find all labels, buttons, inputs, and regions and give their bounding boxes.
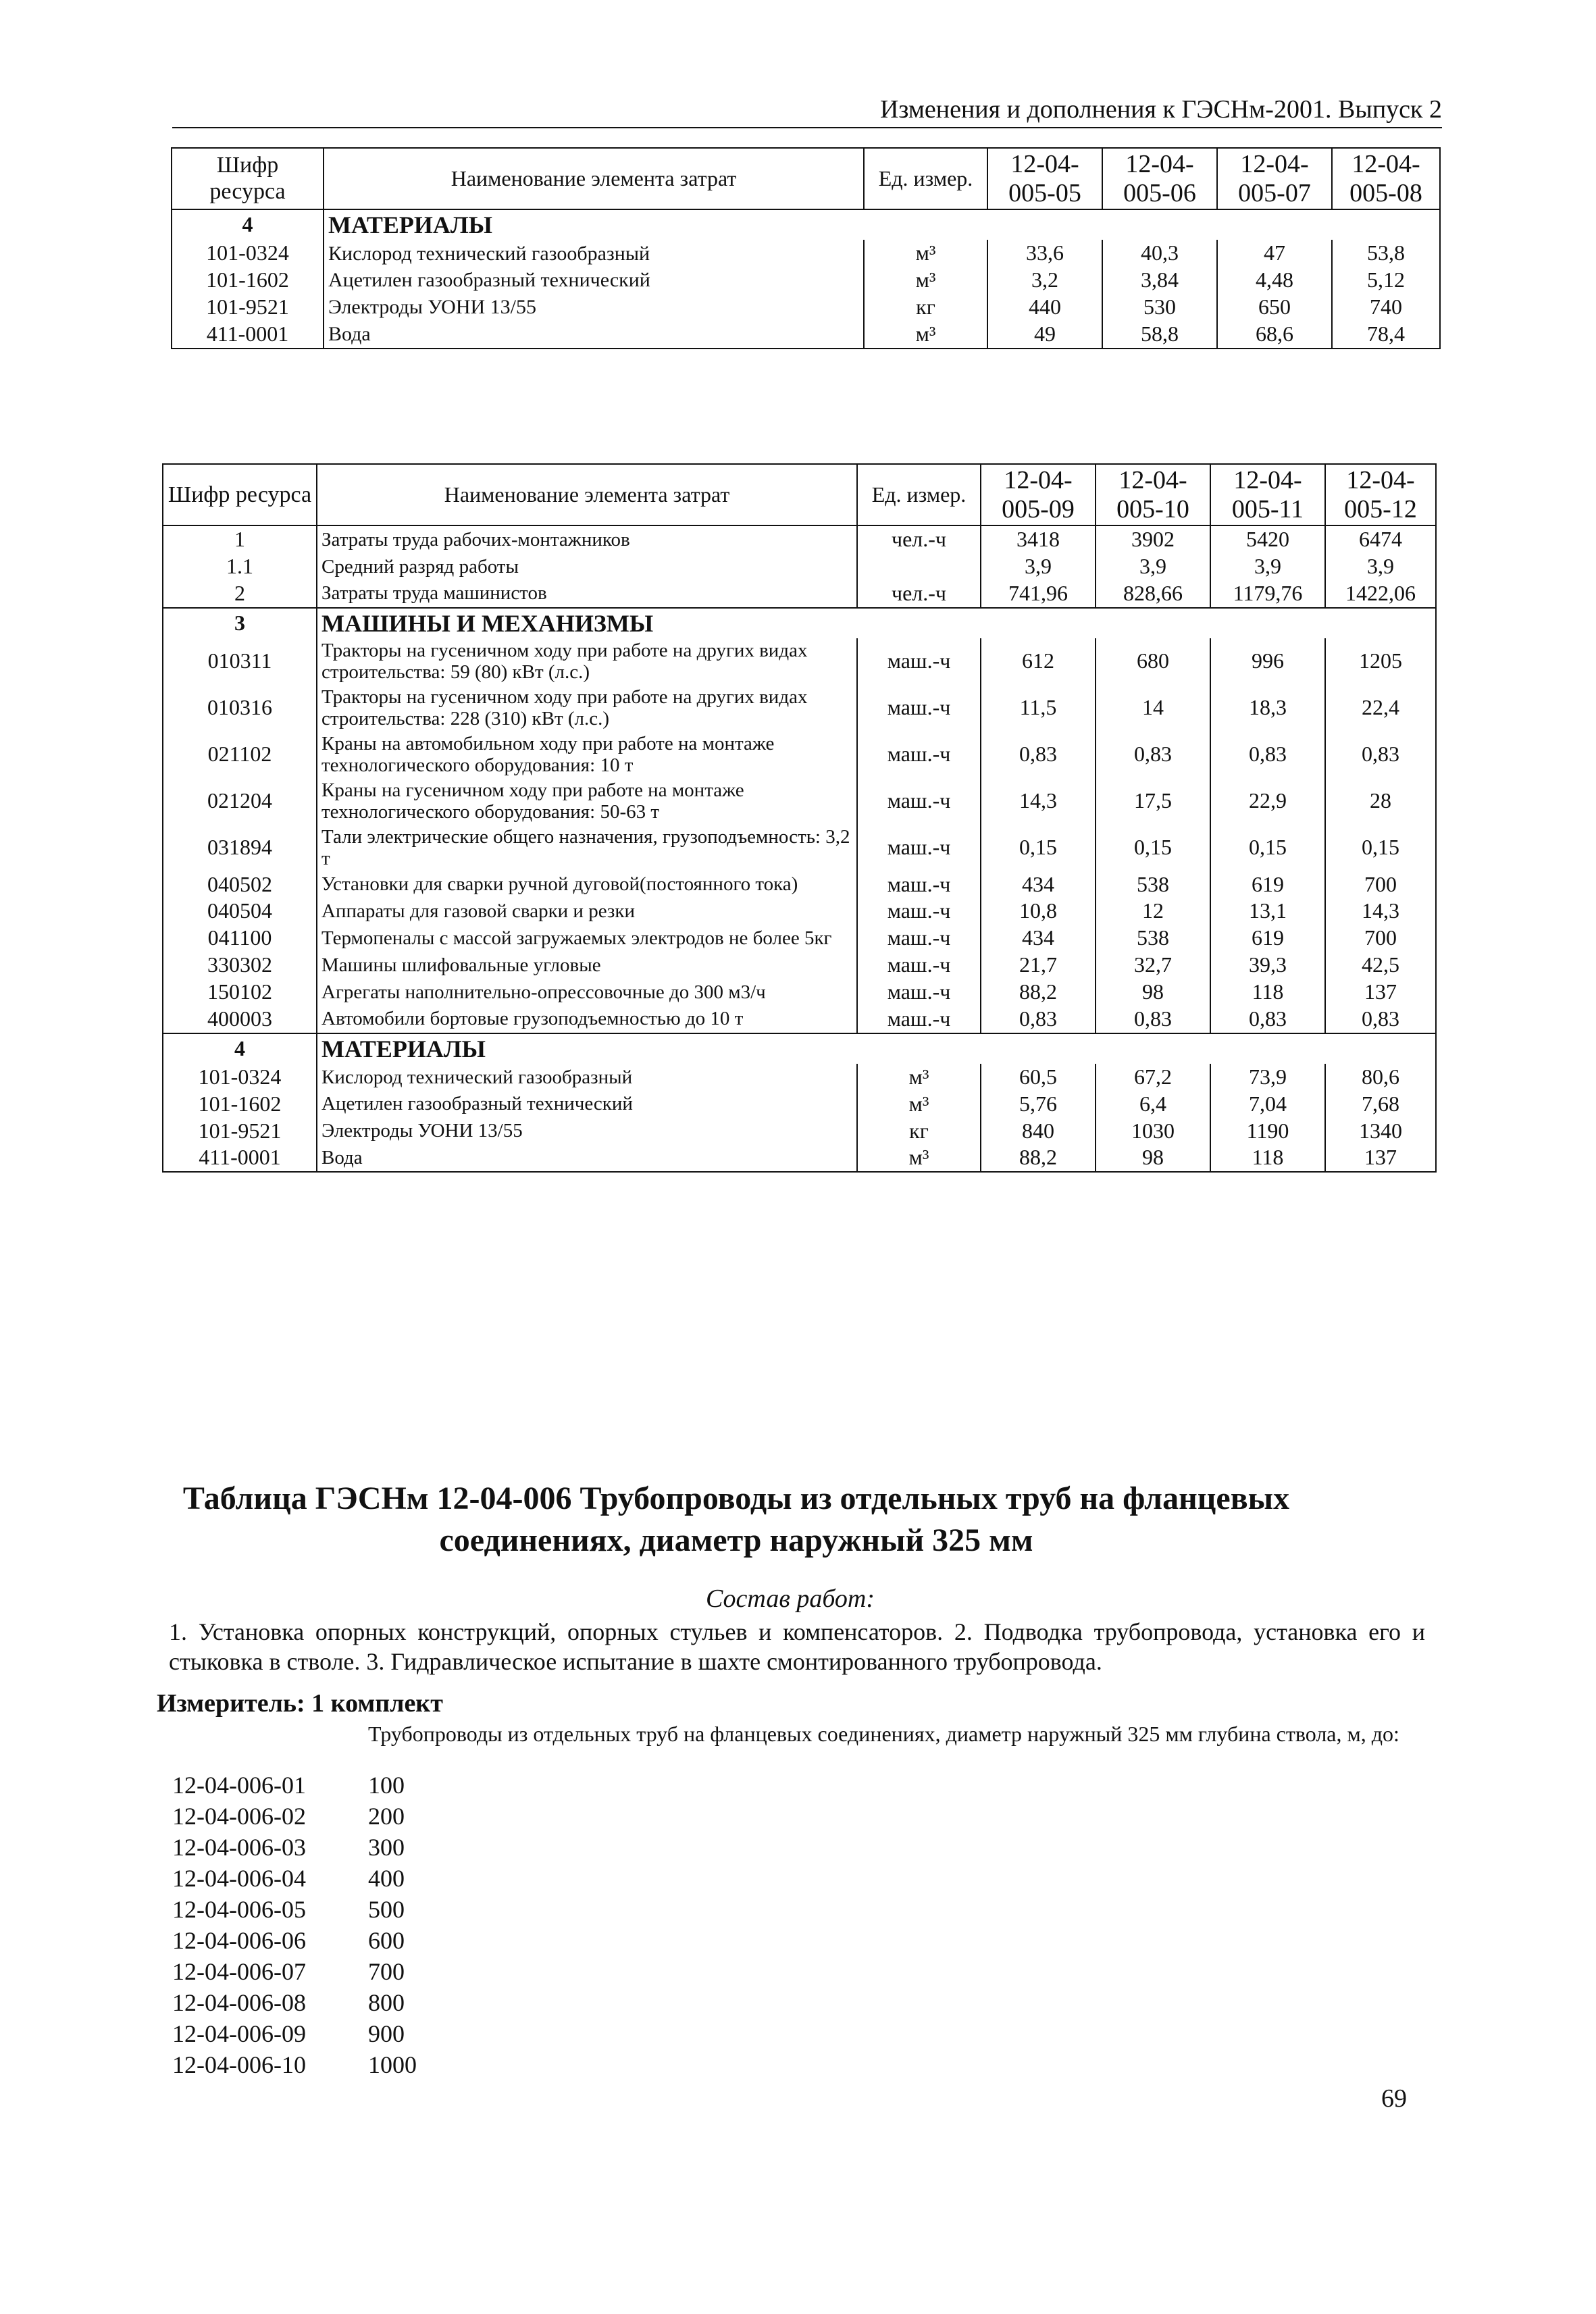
value-cell: 840 <box>981 1118 1096 1145</box>
value-cell: 0,83 <box>981 1006 1096 1033</box>
table-body <box>172 209 1440 349</box>
value-cell: 12 <box>1096 898 1210 925</box>
variant-depth: 400 <box>368 1865 405 1892</box>
table-title-line: соединениях, диаметр наружный 325 мм <box>439 1522 1033 1559</box>
unit-cell: маш.-ч <box>857 638 981 685</box>
resource-code: 2 <box>163 580 317 608</box>
resource-name: Вода <box>317 1144 857 1172</box>
value-cell: 0,83 <box>1210 1006 1325 1033</box>
value-cell: 88,2 <box>981 1144 1096 1172</box>
value-cell: 80,6 <box>1325 1064 1436 1091</box>
resource-name: Термопеналы с массой загружаемых электродов не более 5кг <box>317 925 857 952</box>
value-cell: 619 <box>1210 925 1325 952</box>
value-cell: 22,9 <box>1210 778 1325 825</box>
unit-cell <box>857 553 981 580</box>
table-row <box>172 294 1440 321</box>
value-cell: 1030 <box>1096 1118 1210 1145</box>
resource-name: Ацетилен газообразный технический <box>324 267 864 294</box>
value-cell: 700 <box>1325 871 1436 898</box>
unit-cell: маш.-ч <box>857 898 981 925</box>
value-cell: 7,04 <box>1210 1091 1325 1118</box>
variant-row <box>172 1987 417 2018</box>
value-cell: 137 <box>1325 1144 1436 1172</box>
resource-name: Электроды УОНИ 13/55 <box>324 294 864 321</box>
value-cell: 650 <box>1217 294 1332 321</box>
value-cell: 6,4 <box>1096 1091 1210 1118</box>
value-cell: 14,3 <box>981 778 1096 825</box>
value-cell: 22,4 <box>1325 685 1436 731</box>
composition-text: 1. Установка опорных конструкций, опорных стульев и компенсаторов. 2. Подводка трубопровода, установка его и стыковка в стволе. 3. Гидравлическое испытание в шахте смонтированного трубопровода. <box>169 1618 1425 1675</box>
variant-row <box>172 1863 417 1894</box>
table-header-row <box>172 148 1440 209</box>
resource-table-005-09-12 <box>162 463 1437 1173</box>
value-cell: 137 <box>1325 979 1436 1006</box>
unit-cell: чел.-ч <box>857 580 981 608</box>
value-cell: 0,83 <box>1325 1006 1436 1033</box>
header-code: Шифр ресурса <box>172 148 324 209</box>
value-cell: 612 <box>981 638 1096 685</box>
value-cell: 10,8 <box>981 898 1096 925</box>
value-cell: 6474 <box>1325 525 1436 553</box>
value-cell: 42,5 <box>1325 952 1436 979</box>
value-cell: 17,5 <box>1096 778 1210 825</box>
value-cell: 5,12 <box>1332 267 1440 294</box>
section-title: МАТЕРИАЛЫ <box>324 209 1440 240</box>
value-cell: 53,8 <box>1332 240 1440 267</box>
table-title <box>162 1478 1310 1562</box>
value-cell: 118 <box>1210 979 1325 1006</box>
variants-description: Трубопроводы из отдельных труб на фланцевых соединениях, диаметр наружный 325 мм глубина ствола, м, до: <box>368 1722 1399 1746</box>
unit-cell: м³ <box>857 1091 981 1118</box>
value-cell: 741,96 <box>981 580 1096 608</box>
value-cell: 538 <box>1096 925 1210 952</box>
unit-cell: м³ <box>864 321 987 349</box>
value-cell: 0,83 <box>1210 731 1325 778</box>
value-cell: 828,66 <box>1096 580 1210 608</box>
unit-cell: маш.-ч <box>857 731 981 778</box>
unit-cell: м³ <box>864 267 987 294</box>
value-cell: 73,9 <box>1210 1064 1325 1091</box>
variant-row <box>172 1894 417 1925</box>
value-cell: 0,83 <box>981 731 1096 778</box>
variant-code: 12-04-006-03 <box>172 1834 306 1861</box>
variant-row <box>172 2018 417 2049</box>
unit-cell: маш.-ч <box>857 925 981 952</box>
resource-name: Тракторы на гусеничном ходу при работе на других видах строительства: 228 (310) кВт (л.с.) <box>317 685 857 731</box>
resource-name: Средний разряд работы <box>317 553 857 580</box>
composition-title: Состав работ: <box>705 1585 875 1613</box>
value-cell: 78,4 <box>1332 321 1440 349</box>
table-title-line: Таблица ГЭСНм 12-04-006 Трубопроводы из отдельных труб на фланцевых <box>182 1481 1290 1516</box>
variant-depth: 600 <box>368 1927 405 1954</box>
value-cell: 619 <box>1210 871 1325 898</box>
value-cell: 3,9 <box>981 553 1096 580</box>
value-cell: 3902 <box>1096 525 1210 553</box>
value-cell: 3,9 <box>1096 553 1210 580</box>
table-row <box>163 925 1436 952</box>
value-cell: 21,7 <box>981 952 1096 979</box>
resource-name: Машины шлифовальные угловые <box>317 952 857 979</box>
value-cell: 1190 <box>1210 1118 1325 1145</box>
variant-row <box>172 1925 417 1956</box>
table-row <box>163 1006 1436 1033</box>
page-number: 69 <box>1381 2084 1407 2113</box>
value-cell: 118 <box>1210 1144 1325 1172</box>
variant-row <box>172 1832 417 1863</box>
variant-row <box>172 2049 417 2080</box>
variant-code: 12-04-006-07 <box>172 1958 306 1985</box>
header-name: Наименование элемента затрат <box>324 148 864 209</box>
value-cell: 700 <box>1325 925 1436 952</box>
resource-code: 101-9521 <box>163 1118 317 1145</box>
value-cell: 5420 <box>1210 525 1325 553</box>
table-header-row <box>163 464 1436 525</box>
resource-name: Затраты труда рабочих-монтажников <box>317 525 857 553</box>
resource-code: 040504 <box>163 898 317 925</box>
table-row <box>163 825 1436 871</box>
variants-list <box>172 1770 417 2080</box>
value-cell: 14,3 <box>1325 898 1436 925</box>
resource-code: 101-1602 <box>172 267 324 294</box>
header-col: 12-04-005-08 <box>1332 148 1440 209</box>
value-cell: 0,15 <box>1096 825 1210 871</box>
header-name: Наименование элемента затрат <box>317 464 857 525</box>
value-cell: 60,5 <box>981 1064 1096 1091</box>
value-cell: 0,15 <box>1210 825 1325 871</box>
resource-table-005-05-08 <box>171 147 1441 349</box>
table-row <box>172 267 1440 294</box>
variant-code: 12-04-006-08 <box>172 1989 306 2016</box>
variant-code: 12-04-006-05 <box>172 1896 306 1923</box>
unit-cell: чел.-ч <box>857 525 981 553</box>
value-cell: 1340 <box>1325 1118 1436 1145</box>
table-body <box>163 525 1436 1172</box>
table-row <box>163 979 1436 1006</box>
resource-code: 101-1602 <box>163 1091 317 1118</box>
header-col: 12-04-005-12 <box>1325 464 1436 525</box>
value-cell: 28 <box>1325 778 1436 825</box>
resource-name: Аппараты для газовой сварки и резки <box>317 898 857 925</box>
value-cell: 67,2 <box>1096 1064 1210 1091</box>
value-cell: 996 <box>1210 638 1325 685</box>
value-cell: 49 <box>987 321 1102 349</box>
value-cell: 3,2 <box>987 267 1102 294</box>
header-code: Шифр ресурса <box>163 464 317 525</box>
table-row <box>172 240 1440 267</box>
table-row <box>163 952 1436 979</box>
variant-depth: 800 <box>368 1989 405 2016</box>
resource-name: Краны на гусеничном ходу при работе на монтаже технологического оборудования: 50-63 т <box>317 778 857 825</box>
variant-depth: 1000 <box>368 2051 417 2078</box>
value-cell: 88,2 <box>981 979 1096 1006</box>
resource-name: Агрегаты наполнительно-опрессовочные до 300 м3/ч <box>317 979 857 1006</box>
unit-cell: кг <box>864 294 987 321</box>
table-row <box>163 525 1436 553</box>
value-cell: 0,83 <box>1325 731 1436 778</box>
measure-line <box>157 1689 443 1718</box>
variant-code: 12-04-006-10 <box>172 2051 306 2078</box>
table-row <box>163 553 1436 580</box>
value-cell: 47 <box>1217 240 1332 267</box>
value-cell: 39,3 <box>1210 952 1325 979</box>
resource-code: 010316 <box>163 685 317 731</box>
header-col: 12-04-005-10 <box>1096 464 1210 525</box>
variant-code: 12-04-006-01 <box>172 1772 306 1799</box>
resource-code: 400003 <box>163 1006 317 1033</box>
resource-code: 041100 <box>163 925 317 952</box>
value-cell: 0,83 <box>1096 1006 1210 1033</box>
resource-name: Тали электрические общего назначения, грузоподъемность: 3,2 т <box>317 825 857 871</box>
measure-value: 1 комплект <box>311 1689 443 1718</box>
value-cell: 11,5 <box>981 685 1096 731</box>
unit-cell: м³ <box>857 1144 981 1172</box>
header-col: 12-04-005-09 <box>981 464 1096 525</box>
resource-code: 021102 <box>163 731 317 778</box>
value-cell: 58,8 <box>1102 321 1217 349</box>
variant-depth: 200 <box>368 1803 405 1830</box>
value-cell: 98 <box>1096 979 1210 1006</box>
value-cell: 5,76 <box>981 1091 1096 1118</box>
unit-cell: маш.-ч <box>857 979 981 1006</box>
value-cell: 7,68 <box>1325 1091 1436 1118</box>
value-cell: 18,3 <box>1210 685 1325 731</box>
table-row <box>163 778 1436 825</box>
value-cell: 538 <box>1096 871 1210 898</box>
header-col: 12-04-005-05 <box>987 148 1102 209</box>
value-cell: 740 <box>1332 294 1440 321</box>
variant-code: 12-04-006-02 <box>172 1803 306 1830</box>
value-cell: 14 <box>1096 685 1210 731</box>
variant-depth: 900 <box>368 2020 405 2047</box>
section-code: 4 <box>172 209 324 240</box>
resource-name: Краны на автомобильном ходу при работе на монтаже технологического оборудования: 10 т <box>317 731 857 778</box>
resource-name: Вода <box>324 321 864 349</box>
section-row <box>172 209 1440 240</box>
unit-cell: маш.-ч <box>857 825 981 871</box>
value-cell: 0,83 <box>1096 731 1210 778</box>
value-cell: 680 <box>1096 638 1210 685</box>
resource-name: Установки для сварки ручной дуговой(постоянного тока) <box>317 871 857 898</box>
value-cell: 1179,76 <box>1210 580 1325 608</box>
variant-code: 12-04-006-04 <box>172 1865 306 1892</box>
value-cell: 3,9 <box>1325 553 1436 580</box>
resource-code: 010311 <box>163 638 317 685</box>
unit-cell: кг <box>857 1118 981 1145</box>
resource-name: Кислород технический газообразный <box>324 240 864 267</box>
variant-depth: 700 <box>368 1958 405 1985</box>
variant-row <box>172 1770 417 1801</box>
resource-name: Тракторы на гусеничном ходу при работе на других видах строительства: 59 (80) кВт (л.с.) <box>317 638 857 685</box>
table-row <box>163 1091 1436 1118</box>
table-row <box>163 1064 1436 1091</box>
resource-name: Ацетилен газообразный технический <box>317 1091 857 1118</box>
resource-code: 031894 <box>163 825 317 871</box>
header-col: 12-04-005-06 <box>1102 148 1217 209</box>
table-row <box>172 321 1440 349</box>
value-cell: 4,48 <box>1217 267 1332 294</box>
table-row <box>163 638 1436 685</box>
resource-code: 1 <box>163 525 317 553</box>
unit-cell: маш.-ч <box>857 952 981 979</box>
resource-code: 150102 <box>163 979 317 1006</box>
value-cell: 13,1 <box>1210 898 1325 925</box>
value-cell: 530 <box>1102 294 1217 321</box>
table-row <box>163 731 1436 778</box>
header-unit: Ед. измер. <box>857 464 981 525</box>
value-cell: 1422,06 <box>1325 580 1436 608</box>
value-cell: 33,6 <box>987 240 1102 267</box>
variant-depth: 500 <box>368 1896 405 1923</box>
unit-cell: м³ <box>857 1064 981 1091</box>
value-cell: 3,9 <box>1210 553 1325 580</box>
variant-depth: 300 <box>368 1834 405 1861</box>
value-cell: 0,15 <box>981 825 1096 871</box>
table-row <box>163 685 1436 731</box>
section-code: 4 <box>163 1033 317 1064</box>
value-cell: 434 <box>981 925 1096 952</box>
header-unit: Ед. измер. <box>864 148 987 209</box>
value-cell: 68,6 <box>1217 321 1332 349</box>
resource-name: Электроды УОНИ 13/55 <box>317 1118 857 1145</box>
value-cell: 440 <box>987 294 1102 321</box>
section-title: МАШИНЫ И МЕХАНИЗМЫ <box>317 608 1436 638</box>
unit-cell: маш.-ч <box>857 685 981 731</box>
resource-code: 411-0001 <box>172 321 324 349</box>
resource-name: Кислород технический газообразный <box>317 1064 857 1091</box>
variant-code: 12-04-006-06 <box>172 1927 306 1954</box>
value-cell: 40,3 <box>1102 240 1217 267</box>
variant-depth: 100 <box>368 1772 405 1799</box>
table-row <box>163 898 1436 925</box>
measure-label: Измеритель: <box>157 1689 305 1718</box>
value-cell: 0,15 <box>1325 825 1436 871</box>
unit-cell: маш.-ч <box>857 871 981 898</box>
value-cell: 3,84 <box>1102 267 1217 294</box>
resource-code: 021204 <box>163 778 317 825</box>
value-cell: 3418 <box>981 525 1096 553</box>
resource-code: 330302 <box>163 952 317 979</box>
value-cell: 98 <box>1096 1144 1210 1172</box>
unit-cell: маш.-ч <box>857 778 981 825</box>
section-title: МАТЕРИАЛЫ <box>317 1033 1436 1064</box>
resource-code: 101-0324 <box>163 1064 317 1091</box>
variant-row <box>172 1956 417 1987</box>
running-header: Изменения и дополнения к ГЭСНм-2001. Выпуск 2 <box>172 95 1442 128</box>
value-cell: 32,7 <box>1096 952 1210 979</box>
value-cell: 1205 <box>1325 638 1436 685</box>
resource-code: 101-0324 <box>172 240 324 267</box>
table-row <box>163 871 1436 898</box>
header-col: 12-04-005-07 <box>1217 148 1332 209</box>
resource-name: Затраты труда машинистов <box>317 580 857 608</box>
table-row <box>163 1118 1436 1145</box>
header-col: 12-04-005-11 <box>1210 464 1325 525</box>
table-row <box>163 1144 1436 1172</box>
variant-code: 12-04-006-09 <box>172 2020 306 2047</box>
variant-row <box>172 1801 417 1832</box>
resource-code: 101-9521 <box>172 294 324 321</box>
resource-code: 1.1 <box>163 553 317 580</box>
section-code: 3 <box>163 608 317 638</box>
resource-code: 411-0001 <box>163 1144 317 1172</box>
value-cell: 434 <box>981 871 1096 898</box>
section-row <box>163 608 1436 638</box>
section-row <box>163 1033 1436 1064</box>
unit-cell: маш.-ч <box>857 1006 981 1033</box>
resource-code: 040502 <box>163 871 317 898</box>
table-row <box>163 580 1436 608</box>
unit-cell: м³ <box>864 240 987 267</box>
resource-name: Автомобили бортовые грузоподъемностью до 10 т <box>317 1006 857 1033</box>
